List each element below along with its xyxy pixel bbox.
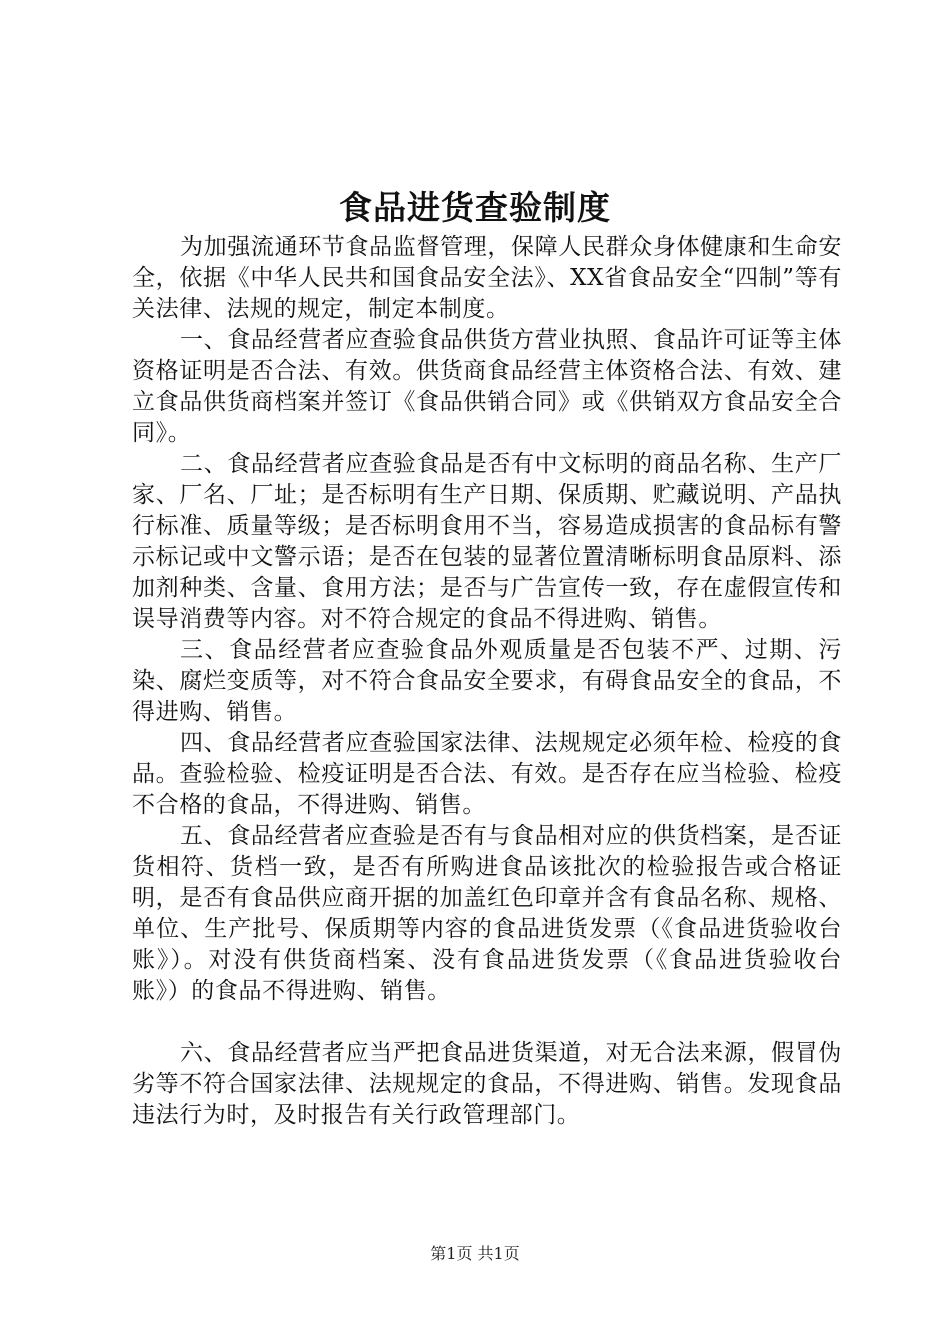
paragraph-intro: 为加强流通环节食品监督管理，保障人民群众身体健康和生命安全，依据《中华人民共和国食品安全法》、XX省食品安全“四制”等有关法律、法规的规定，制定本制度。 xyxy=(132,234,842,322)
paragraph-clause-5: 五、食品经营者应查验是否有与食品相对应的供货档案，是否证货相符、货档一致，是否有所购进食品该批次的检验报告或合格证明，是否有食品供应商开据的加盖红色印章并含有食品名称、规格、单位、生产批号、保质期等内容的食品进货发票（《食品进货验收台账》）。对没有供货商档案、没有食品进货发票（《食品进货验收台账》）的食品不得进购、销售。 xyxy=(132,823,842,1004)
paragraph-clause-1: 一、食品经营者应查验食品供货方营业执照、食品许可证等主体资格证明是否合法、有效。供货商食品经营主体资格合法、有效、建立食品供货商档案并签订《食品供销合同》或《供销双方食品安全合同》。 xyxy=(132,327,842,446)
paragraph-clause-6: 六、食品经营者应当严把食品进货渠道，对无合法来源，假冒伪劣等不符合国家法律、法规规定的食品，不得进购、销售。发现食品违法行为时，及时报告有关行政管理部门。 xyxy=(132,1040,842,1128)
paragraph-clause-3: 三、食品经营者应查验食品外观质量是否包装不严、过期、污染、腐烂变质等，对不符合食品安全要求，有碍食品安全的食品，不得进购、销售。 xyxy=(132,637,842,725)
paragraph-clause-2: 二、食品经营者应查验食品是否有中文标明的商品名称、生产厂家、厂名、厂址；是否标明有生产日期、保质期、贮藏说明、产品执行标准、质量等级；是否标明食用不当，容易造成损害的食品标有警示标记或中文警示语；是否在包装的显著位置清晰标明食品原料、添加剂种类、含量、食用方法；是否与广告宣传一致，存在虚假宣传和误导消费等内容。对不符合规定的食品不得进购、销售。 xyxy=(132,451,842,632)
document-body xyxy=(132,232,842,1131)
page-title: 食品进货查验制度 xyxy=(339,188,611,227)
page-number-footer: 第1页 共1页 xyxy=(430,1244,520,1263)
paragraph-spacer xyxy=(132,1007,842,1038)
paragraph-clause-4: 四、食品经营者应查验国家法律、法规规定必须年检、检疫的食品。查验检验、检疫证明是否合法、有效。是否存在应当检验、检疫不合格的食品，不得进购、销售。 xyxy=(132,730,842,818)
